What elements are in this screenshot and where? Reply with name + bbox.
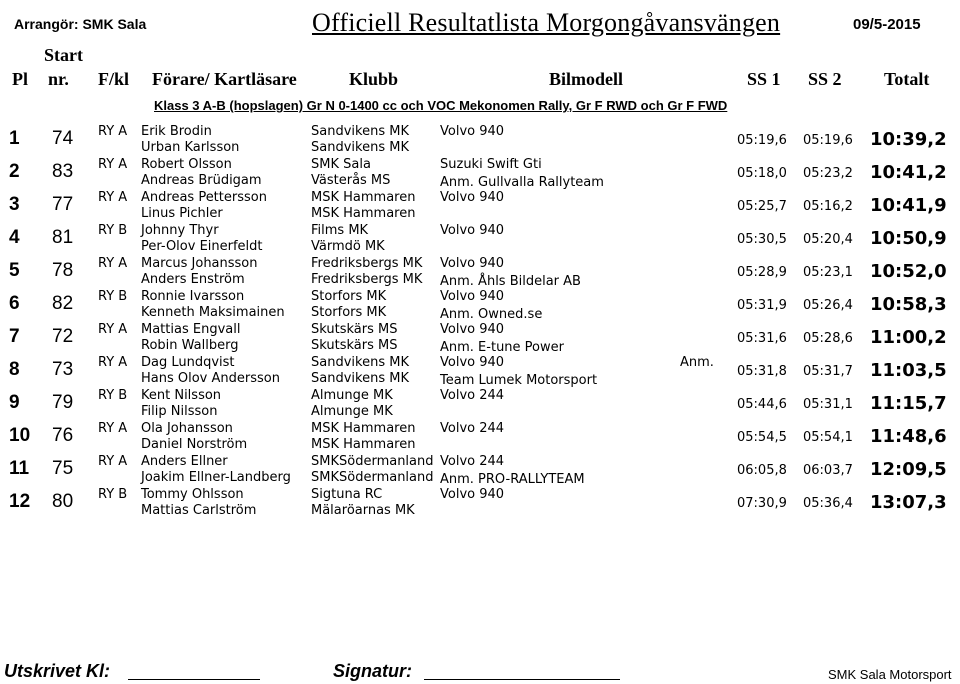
car-cell: Volvo 940 [440, 223, 505, 238]
start-number-cell: 75 [52, 458, 74, 479]
car-cell: Volvo 940 [440, 289, 505, 304]
club-cell: Films MK [311, 223, 369, 238]
class-cell: RY A [98, 157, 128, 172]
driver-cell: Ronnie Ivarsson [141, 289, 245, 304]
ss1-cell: 05:25,7 [737, 199, 787, 214]
driver-cell: Johnny Thyr [141, 223, 219, 238]
ss2-cell: 05:23,1 [803, 265, 853, 280]
sponsor-cell: Anm. Åhls Bildelar AB [440, 274, 581, 289]
sponsor-cell: Team Lumek Motorsport [440, 373, 598, 388]
col-ss2: SS 2 [808, 69, 842, 89]
table-row [0, 190, 960, 223]
start-number-cell: 80 [52, 491, 74, 512]
club-cell: Sandvikens MK [311, 124, 409, 139]
navigator-club-cell: Fredriksbergs MK [311, 272, 423, 287]
navigator-cell: Daniel Norström [141, 437, 248, 452]
navigator-cell: Robin Wallberg [141, 338, 239, 353]
start-number-cell: 82 [52, 293, 74, 314]
col-ss1: SS 1 [747, 69, 781, 89]
position-cell: 5 [9, 260, 20, 281]
club-cell: Almunge MK [311, 388, 393, 403]
date-label: 09/5-2015 [853, 16, 921, 33]
navigator-cell: Andreas Brüdigam [141, 173, 262, 188]
class-cell: RY A [98, 322, 128, 337]
table-row [0, 256, 960, 289]
ss1-cell: 05:18,0 [737, 166, 787, 181]
position-cell: 12 [9, 491, 31, 512]
sponsor-cell: Anm. E-tune Power [440, 340, 564, 355]
table-row [0, 454, 960, 487]
club-cell: Skutskärs MS [311, 322, 398, 337]
col-nr: nr. [48, 69, 69, 89]
navigator-cell: Per-Olov Einerfeldt [141, 239, 263, 254]
ss1-cell: 05:30,5 [737, 232, 787, 247]
position-cell: 8 [9, 359, 20, 380]
class-cell: RY A [98, 124, 128, 139]
position-cell: 4 [9, 227, 20, 248]
total-cell: 10:41,2 [870, 162, 947, 183]
sponsor-cell: Anm. PRO-RALLYTEAM [440, 472, 585, 487]
navigator-club-cell: Västerås MS [311, 173, 391, 188]
club-cell: SMK Sala [311, 157, 371, 172]
ss2-cell: 05:28,6 [803, 331, 853, 346]
table-row [0, 388, 960, 421]
ss1-cell: 05:44,6 [737, 397, 787, 412]
navigator-cell: Filip Nilsson [141, 404, 218, 419]
ss2-cell: 05:31,7 [803, 364, 853, 379]
club-cell: MSK Hammaren [311, 190, 416, 205]
position-cell: 3 [9, 194, 20, 215]
sponsor-cell: Anm. Gullvalla Rallyteam [440, 175, 604, 190]
total-cell: 11:15,7 [870, 393, 947, 414]
total-cell: 11:00,2 [870, 327, 947, 348]
ss2-cell: 05:16,2 [803, 199, 853, 214]
total-cell: 12:09,5 [870, 459, 947, 480]
ss2-cell: 05:54,1 [803, 430, 853, 445]
table-row [0, 355, 960, 388]
page-title: Officiell Resultatlista Morgongåvansvängen [312, 8, 781, 37]
navigator-club-cell: SMKSödermanland [311, 470, 434, 485]
position-cell: 10 [9, 425, 31, 446]
col-fkl: F/kl [98, 69, 130, 89]
total-cell: 10:39,2 [870, 129, 947, 150]
position-cell: 9 [9, 392, 20, 413]
navigator-cell: Hans Olov Andersson [141, 371, 280, 386]
navigator-club-cell: MSK Hammaren [311, 206, 416, 221]
navigator-cell: Mattias Carlström [141, 503, 257, 518]
printed-label: Utskrivet Kl: [4, 661, 111, 681]
car-cell: Volvo 940 [440, 322, 505, 337]
driver-cell: Erik Brodin [141, 124, 212, 139]
total-cell: 10:50,9 [870, 228, 947, 249]
class-cell: RY A [98, 190, 128, 205]
col-pl: Pl [12, 69, 28, 89]
total-cell: 10:52,0 [870, 261, 947, 282]
driver-cell: Dag Lundqvist [141, 355, 235, 370]
driver-cell: Tommy Ohlsson [141, 487, 244, 502]
table-row [0, 289, 960, 322]
car-cell: Suzuki Swift Gti [440, 157, 542, 172]
total-cell: 13:07,3 [870, 492, 947, 513]
navigator-cell: Anders Enström [141, 272, 245, 287]
navigator-cell: Kenneth Maksimainen [141, 305, 285, 320]
table-row [0, 421, 960, 454]
navigator-club-cell: Värmdö MK [311, 239, 385, 254]
driver-cell: Andreas Pettersson [141, 190, 267, 205]
navigator-cell: Joakim Ellner-Landberg [141, 470, 291, 485]
navigator-club-cell: Storfors MK [311, 305, 387, 320]
start-number-cell: 77 [52, 194, 74, 215]
start-number-cell: 72 [52, 326, 74, 347]
driver-cell: Anders Ellner [141, 454, 228, 469]
class-cell: RY B [98, 487, 128, 502]
club-cell: Sigtuna RC [311, 487, 383, 502]
col-club: Klubb [349, 69, 399, 89]
club-cell: SMKSödermanland [311, 454, 434, 469]
class-cell: RY A [98, 355, 128, 370]
ss1-cell: 06:05,8 [737, 463, 787, 478]
col-car: Bilmodell [549, 69, 624, 89]
navigator-cell: Linus Pichler [141, 206, 223, 221]
navigator-club-cell: Almunge MK [311, 404, 393, 419]
anm-cell: Anm. [680, 355, 714, 370]
start-number-cell: 81 [52, 227, 74, 248]
start-number-cell: 78 [52, 260, 74, 281]
car-cell: Volvo 244 [440, 421, 505, 436]
total-cell: 10:58,3 [870, 294, 947, 315]
ss1-cell: 05:31,8 [737, 364, 787, 379]
class-cell: RY B [98, 388, 128, 403]
signature-line [424, 679, 620, 680]
start-number-cell: 73 [52, 359, 74, 380]
car-cell: Volvo 940 [440, 124, 505, 139]
club-cell: Storfors MK [311, 289, 387, 304]
driver-cell: Ola Johansson [141, 421, 233, 436]
navigator-club-cell: MSK Hammaren [311, 437, 416, 452]
position-cell: 6 [9, 293, 20, 314]
driver-cell: Marcus Johansson [141, 256, 258, 271]
driver-cell: Mattias Engvall [141, 322, 241, 337]
start-number-cell: 76 [52, 425, 74, 446]
car-cell: Volvo 940 [440, 355, 505, 370]
ss1-cell: 05:54,5 [737, 430, 787, 445]
ss2-cell: 05:31,1 [803, 397, 853, 412]
class-cell: RY A [98, 454, 128, 469]
position-cell: 11 [9, 458, 30, 479]
car-cell: Volvo 940 [440, 256, 505, 271]
ss2-cell: 05:26,4 [803, 298, 853, 313]
ss1-cell: 07:30,9 [737, 496, 787, 511]
club-cell: Sandvikens MK [311, 355, 409, 370]
printed-line [128, 679, 260, 680]
ss2-cell: 06:03,7 [803, 463, 853, 478]
position-cell: 7 [9, 326, 20, 347]
car-cell: Volvo 940 [440, 487, 505, 502]
driver-cell: Robert Olsson [141, 157, 232, 172]
ss2-cell: 05:20,4 [803, 232, 853, 247]
club-cell: MSK Hammaren [311, 421, 416, 436]
col-driver: Förare/ Kartläsare [152, 69, 297, 89]
class-cell: RY B [98, 289, 128, 304]
class-cell: RY A [98, 256, 128, 271]
start-number-cell: 79 [52, 392, 74, 413]
navigator-club-cell: Sandvikens MK [311, 140, 409, 155]
table-row [0, 223, 960, 256]
table-row [0, 157, 960, 190]
navigator-club-cell: Sandvikens MK [311, 371, 409, 386]
driver-cell: Kent Nilsson [141, 388, 222, 403]
table-row [0, 487, 960, 520]
car-cell: Volvo 940 [440, 190, 505, 205]
start-number-cell: 83 [52, 161, 74, 182]
ss1-cell: 05:19,6 [737, 133, 787, 148]
navigator-club-cell: Mälaröarnas MK [311, 503, 415, 518]
col-start: Start [44, 45, 83, 65]
total-cell: 10:41,9 [870, 195, 947, 216]
ss1-cell: 05:31,6 [737, 331, 787, 346]
col-total: Totalt [884, 69, 930, 89]
start-number-cell: 74 [52, 128, 74, 149]
position-cell: 1 [9, 128, 20, 149]
ss1-cell: 05:28,9 [737, 265, 787, 280]
total-cell: 11:48,6 [870, 426, 947, 447]
car-cell: Volvo 244 [440, 388, 505, 403]
ss2-cell: 05:36,4 [803, 496, 853, 511]
club-cell: Fredriksbergs MK [311, 256, 423, 271]
total-cell: 11:03,5 [870, 360, 947, 381]
position-cell: 2 [9, 161, 20, 182]
navigator-cell: Urban Karlsson [141, 140, 240, 155]
arranger-label: Arrangör: SMK Sala [14, 16, 147, 32]
table-row [0, 322, 960, 355]
ss1-cell: 05:31,9 [737, 298, 787, 313]
class-cell: RY A [98, 421, 128, 436]
sponsor-cell: Anm. Owned.se [440, 307, 543, 322]
class-cell: RY B [98, 223, 128, 238]
car-cell: Volvo 244 [440, 454, 505, 469]
signature-label: Signatur: [333, 661, 412, 681]
org-label: SMK Sala Motorsport [828, 667, 952, 682]
ss2-cell: 05:19,6 [803, 133, 853, 148]
class-title: Klass 3 A-B (hopslagen) Gr N 0-1400 cc och VOC Mekonomen Rally, Gr F RWD och Gr F FWD [154, 98, 728, 113]
ss2-cell: 05:23,2 [803, 166, 853, 181]
table-row [0, 124, 960, 157]
navigator-club-cell: Skutskärs MS [311, 338, 398, 353]
